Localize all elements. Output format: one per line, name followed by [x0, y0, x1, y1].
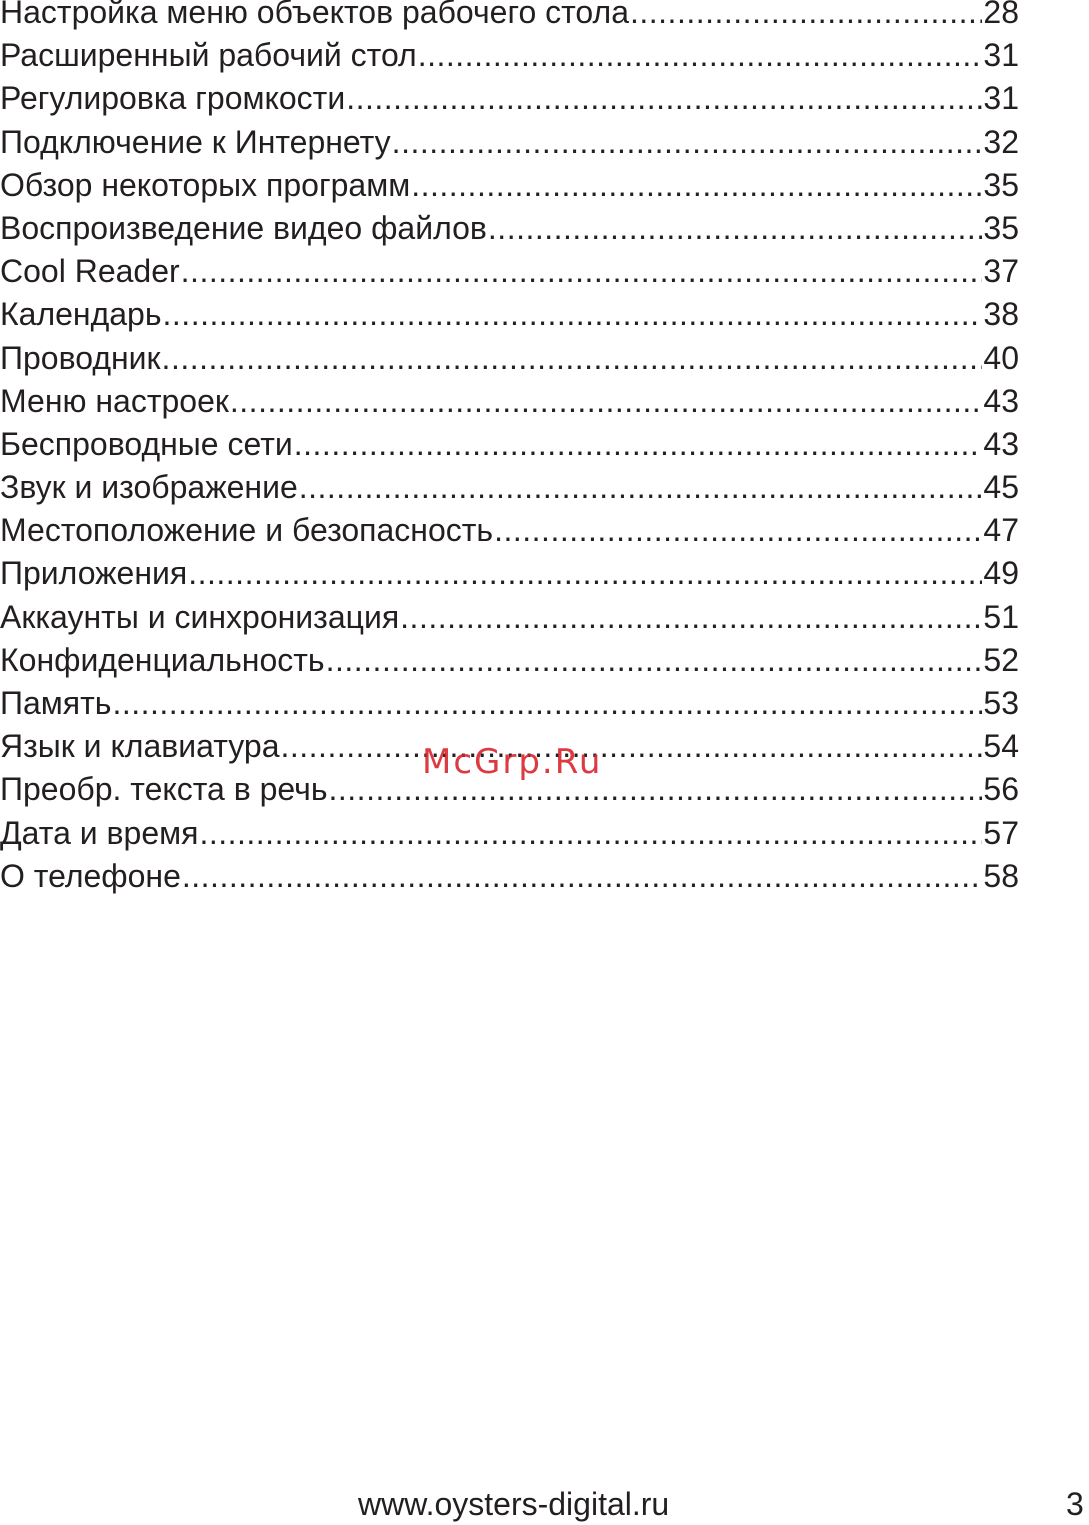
- toc-dot-leader: [280, 725, 982, 768]
- toc-entry: [0, 337, 1019, 380]
- toc-entry-title: Преобр. текста в речь: [0, 771, 328, 808]
- toc-entry-title: Местоположение и безопасность: [0, 512, 494, 549]
- toc-entry-title: Конфиденциальность: [0, 641, 325, 678]
- toc-dot-leader: [181, 250, 983, 293]
- toc-dot-leader: [418, 34, 983, 77]
- toc-entry-title: Проводник: [0, 339, 161, 376]
- toc-dot-leader: [400, 596, 982, 639]
- toc-entry-title: Регулировка громкости: [0, 80, 346, 117]
- toc-entry-title: Беспроводные сети: [0, 425, 293, 462]
- toc-entry-page: 56: [983, 771, 1019, 808]
- toc-dot-leader: [392, 121, 983, 164]
- toc-dot-leader: [346, 77, 982, 120]
- toc-entry: [0, 77, 1019, 120]
- toc-dot-leader: [162, 337, 983, 380]
- toc-entry: [0, 682, 1019, 725]
- toc-dot-leader: [630, 0, 982, 34]
- toc-entry-page: 28: [983, 0, 1019, 30]
- toc-entry: [0, 855, 1019, 898]
- toc-entry: [0, 380, 1019, 423]
- toc-entry-page: 38: [983, 296, 1019, 333]
- toc-entry-title: Меню настроек: [0, 382, 229, 419]
- watermark: McGrp.Ru: [422, 742, 603, 782]
- toc-entry-page: 31: [983, 80, 1019, 117]
- toc-entry-page: 43: [983, 382, 1019, 419]
- toc-dot-leader: [199, 812, 982, 855]
- toc-entry-title: Приложения: [0, 555, 188, 592]
- toc-entry-title: Воспроизведение видео файлов: [0, 209, 487, 246]
- toc-entry-title: Язык и клавиатура: [0, 728, 280, 765]
- toc-entry-title: Подключение к Интернету: [0, 123, 391, 160]
- toc-entry-page: 47: [983, 512, 1019, 549]
- toc-entry: [0, 552, 1019, 595]
- toc-entry: [0, 639, 1019, 682]
- toc-entry-page: 49: [983, 555, 1019, 592]
- toc-entry-title: О телефоне: [0, 857, 181, 894]
- footer-url: www.oysters-digital.ru: [358, 1486, 670, 1522]
- toc-entry: [0, 293, 1019, 336]
- toc-dot-leader: [411, 164, 982, 207]
- toc-dot-leader: [299, 466, 983, 509]
- toc-entry: [0, 423, 1019, 466]
- toc-entry-page: 53: [983, 685, 1019, 721]
- toc-dot-leader: [230, 380, 983, 423]
- toc-dot-leader: [494, 509, 982, 552]
- toc-entry-title: Cool Reader: [0, 253, 180, 290]
- toc-dot-leader: [182, 855, 983, 898]
- toc-entry-page: 52: [983, 641, 1019, 678]
- toc-entry-page: 43: [983, 425, 1019, 462]
- toc-entry: [0, 596, 1019, 639]
- toc-entry-title: Аккаунты и синхронизация: [0, 598, 400, 635]
- toc-entry-page: 54: [983, 728, 1019, 765]
- toc-entry-title: Обзор некоторых программ: [0, 166, 411, 203]
- toc-dot-leader: [163, 293, 983, 336]
- toc-entry-title: Настройка меню объектов рабочего стола: [0, 0, 629, 30]
- page-number: 3: [1066, 1486, 1084, 1522]
- toc-dot-leader: [112, 682, 982, 725]
- toc-entry-page: 35: [983, 166, 1019, 203]
- toc-entry: [0, 0, 1019, 34]
- toc-entry-page: 37: [983, 253, 1019, 290]
- toc-entry: [0, 207, 1019, 250]
- toc-dot-leader: [488, 207, 983, 250]
- toc-entry-page: 45: [983, 469, 1019, 506]
- toc-entry-title: Расширенный рабочий стол: [0, 37, 417, 74]
- toc-entry-page: 31: [983, 37, 1019, 74]
- toc-entry-title: Дата и время: [0, 814, 199, 851]
- toc-entry: [0, 34, 1019, 77]
- toc-entry-title: Память: [0, 685, 112, 721]
- toc-entry-page: 40: [983, 339, 1019, 376]
- toc-entry-page: 58: [983, 857, 1019, 894]
- toc-entry: [0, 466, 1019, 509]
- toc-dot-leader: [326, 639, 983, 682]
- toc-entry-page: 57: [983, 814, 1019, 851]
- toc-dot-leader: [188, 552, 982, 595]
- toc-entry: [0, 250, 1019, 293]
- toc-entry-page: 35: [983, 209, 1019, 246]
- toc-entry: [0, 509, 1019, 552]
- toc-entry-title: Календарь: [0, 296, 162, 333]
- toc-dot-leader: [294, 423, 983, 466]
- toc-entry: [0, 121, 1019, 164]
- toc-entry: [0, 812, 1019, 855]
- toc-entry-title: Звук и изображение: [0, 469, 298, 506]
- toc-entry-page: 32: [983, 123, 1019, 160]
- toc-entry: [0, 164, 1019, 207]
- toc-entry-page: 51: [983, 598, 1019, 635]
